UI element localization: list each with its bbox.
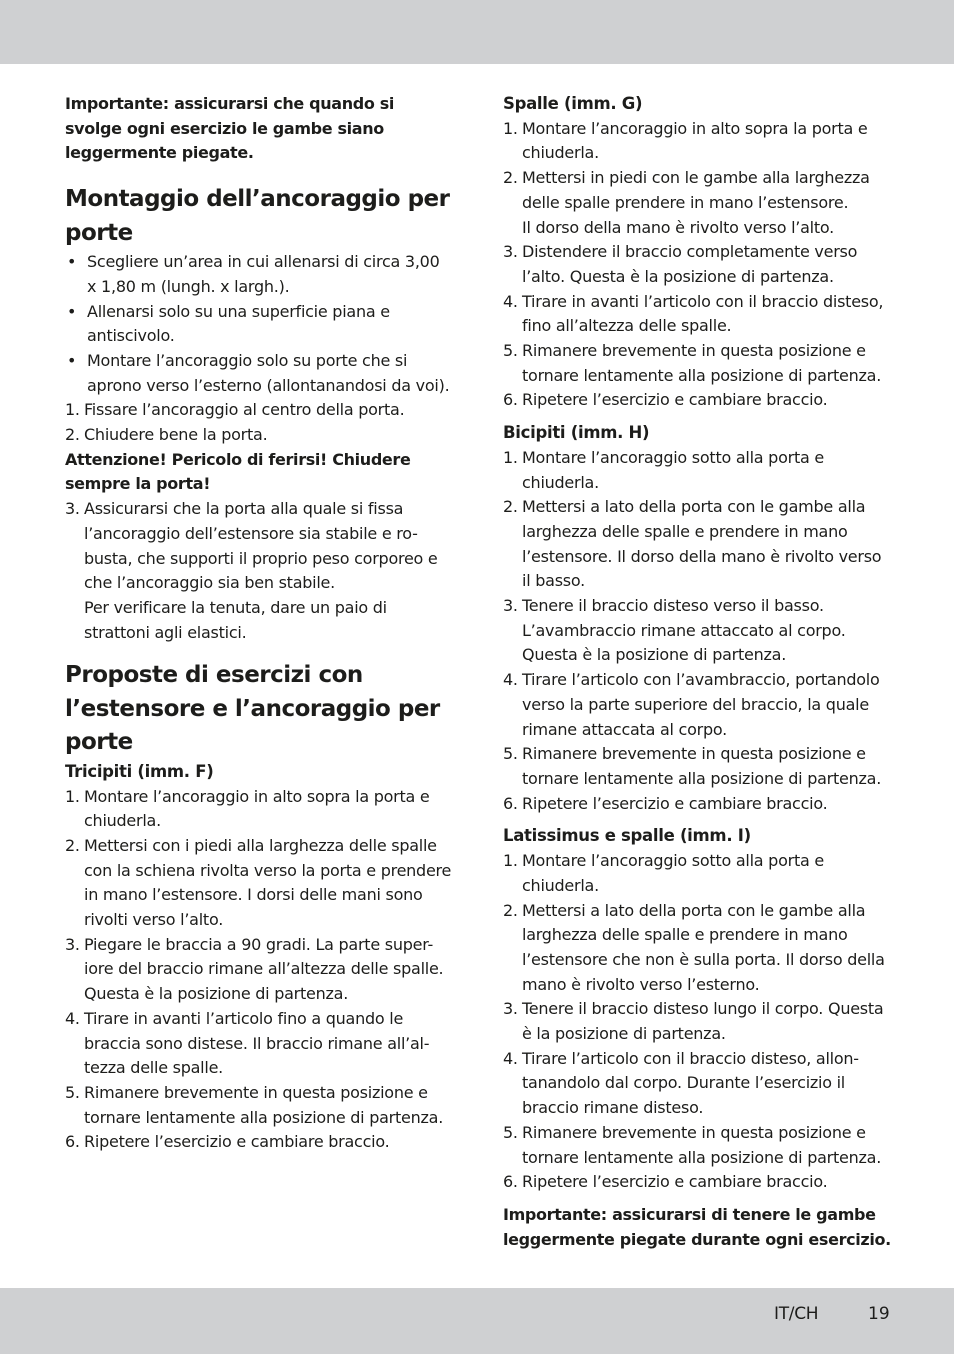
step-number: 3.	[65, 499, 80, 519]
step-number: 1.	[503, 447, 518, 467]
section-title-door-anchor-mounting: Montaggio dell’ancoraggio per porte	[65, 186, 450, 246]
step-number: 1.	[65, 400, 80, 420]
step-text: Tenere il braccio disteso lungo il corpo. Questa è la posizione di partenza.	[522, 999, 884, 1044]
step-number: 3.	[503, 242, 518, 262]
bullet-item: • Scegliere un’area in cui allenarsi di circa 3,00 x 1,80 m (lungh. x largh.).	[65, 250, 453, 299]
step-number: 2.	[65, 425, 80, 445]
triceps-steps	[65, 785, 453, 1156]
step-text: Ripetere l’esercizio e cambiare braccio.	[522, 793, 828, 813]
step-number: 2.	[503, 497, 518, 517]
step-item	[503, 1121, 893, 1170]
step-text: Tirare l’articolo con il braccio disteso, allon-tanandolo dal corpo. Durante l’esercizio il braccio rimane disteso.	[522, 1048, 859, 1118]
step-text: Ripetere l’esercizio e cambiare braccio.	[522, 390, 828, 410]
step-item	[65, 1081, 453, 1130]
step-number: 3.	[65, 934, 80, 954]
step-text: Tenere il braccio disteso verso il basso. L’avambraccio rimane attaccato al corpo. Questa è la posizione di partenza.	[522, 596, 846, 665]
step-text: Mettersi a lato della porta con le gambe alla larghezza delle spalle e prendere in mano l’estensore che non è sulla porta. Il dorso della mano è rivolto verso l’esterno.	[522, 900, 885, 994]
step-number: 1.	[65, 786, 80, 806]
step-item	[503, 742, 893, 791]
step-text: Mettersi a lato della porta con le gambe alla larghezza delle spalle e prendere in mano l’estensore. Il dorso della mano è rivolto verso il basso.	[522, 497, 882, 591]
step-text: Assicurarsi che la porta alla quale si fissa l’ancoraggio dell’estensore sia stabile e ro-busta, che supporti il proprio peso corporeo e che l’ancoraggio sia ben stabile.	[84, 499, 438, 593]
lats-steps	[503, 849, 893, 1195]
exercise-title-triceps: Tricipiti (imm. F)	[65, 761, 214, 781]
biceps-steps	[503, 446, 893, 817]
step-text-continued: Per verificare la tenuta, dare un paio di strattoni agli elastici.	[84, 597, 387, 642]
step-text: Ripetere l’esercizio e cambiare braccio.	[522, 1172, 828, 1192]
step-text: Fissare l’ancoraggio al centro della porta.	[84, 400, 405, 420]
step-text: Rimanere brevemente in questa posizione e tornare lentamente alla posizione di partenza.	[522, 744, 882, 788]
step-text: Distendere il braccio completamente verso l’alto. Questa è la posizione di partenza.	[522, 242, 858, 286]
intro-important-note: Importante: assicurarsi che quando si svolge ogni esercizio le gambe siano leggermente piegate.	[65, 94, 395, 163]
left-column	[65, 92, 453, 1155]
step-number: 6.	[503, 1172, 518, 1192]
step-text: Tirare in avanti l’articolo con il braccio disteso, fino all’altezza delle spalle.	[522, 291, 884, 336]
step-number: 6.	[503, 793, 518, 813]
step-text: Rimanere brevemente in questa posizione e tornare lentamente alla posizione di partenza.	[522, 341, 882, 385]
step-number: 3.	[503, 596, 518, 616]
step-number: 5.	[503, 341, 518, 361]
step-item	[503, 166, 893, 240]
step-number: 1.	[503, 851, 518, 871]
step-text: Piegare le braccia a 90 gradi. La parte super-iore del braccio rimane all’altezza delle spalle. Questa è la posizione di partenza.	[84, 934, 444, 1004]
step-item	[503, 446, 893, 495]
step-text-continued: Il dorso della mano è rivolto verso l’alto.	[522, 217, 834, 237]
step-number: 4.	[503, 1048, 518, 1068]
step-text: Montare l’ancoraggio sotto alla porta e chiuderla.	[522, 447, 824, 492]
step-item	[503, 849, 893, 898]
step-number: 5.	[503, 744, 518, 764]
step-item	[503, 594, 893, 668]
step-text: Rimanere brevemente in questa posizione e tornare lentamente alla posizione di partenza.	[522, 1122, 882, 1167]
bullet-item: • Montare l’ancoraggio solo su porte che si aprono verso l’esterno (allontanandosi da voi).	[65, 349, 453, 398]
step-number: 3.	[503, 999, 518, 1019]
step-item	[503, 495, 893, 594]
step-text: Mettersi con i piedi alla larghezza delle spalle con la schiena rivolta verso la porta e prendere in mano l’estensore. I dorsi delle mani sono rivolti verso l’alto.	[84, 835, 452, 930]
step-text: Mettersi in piedi con le gambe alla larghezza delle spalle prendere in mano l’estensore.	[522, 168, 870, 212]
step-item	[65, 1007, 453, 1081]
footer-language-code: IT/CH	[774, 1304, 819, 1324]
step-item	[503, 1170, 893, 1195]
step-text: Rimanere brevemente in questa posizione e tornare lentamente alla posizione di partenza.	[84, 1083, 444, 1127]
step-item	[503, 997, 893, 1046]
step-text: Montare l’ancoraggio in alto sopra la porta e chiuderla.	[84, 786, 430, 831]
exercise-title-lats-shoulders: Latissimus e spalle (imm. I)	[503, 826, 751, 846]
mounting-steps-a	[65, 398, 453, 447]
step-text: Montare l’ancoraggio sotto alla porta e chiuderla.	[522, 851, 824, 895]
step-item	[65, 834, 453, 933]
step-item	[503, 668, 893, 742]
step-item	[503, 792, 893, 817]
step-number: 2.	[503, 168, 518, 188]
step-number: 5.	[503, 1122, 518, 1142]
step-item	[503, 339, 893, 388]
step-item	[65, 933, 453, 1007]
step-item	[503, 1047, 893, 1121]
mounting-bullet-list	[65, 250, 453, 398]
step-item	[65, 423, 453, 448]
step-number: 2.	[65, 835, 80, 855]
step-number: 6.	[65, 1132, 80, 1152]
exercise-title-biceps: Bicipiti (imm. H)	[503, 423, 650, 443]
step-item	[503, 117, 893, 166]
bullet-item: • Allenarsi solo su una superficie piana e antiscivolo.	[65, 300, 453, 349]
step-text: Tirare l’articolo con l’avambraccio, portandolo verso la parte superiore del braccio, la quale rimane attaccata al corpo.	[522, 670, 880, 739]
final-important-note: Importante: assicurarsi di tenere le gambe leggermente piegate durante ogni esercizio.	[503, 1204, 891, 1249]
step-text: Ripetere l’esercizio e cambiare braccio.	[84, 1132, 390, 1152]
section-title-exercise-proposals: Proposte di esercizi con l’estensore e l’ancoraggio per porte	[65, 662, 440, 756]
step-item	[503, 899, 893, 998]
step-number: 1.	[503, 118, 518, 138]
shoulders-steps	[503, 117, 893, 413]
step-item	[65, 497, 453, 645]
step-number: 4.	[503, 670, 518, 690]
step-item	[65, 398, 453, 423]
step-number: 2.	[503, 900, 518, 920]
step-number: 6.	[503, 390, 518, 410]
step-item	[65, 1130, 453, 1155]
step-text: Montare l’ancoraggio in alto sopra la porta e chiuderla.	[522, 118, 868, 163]
page-number: 19	[868, 1304, 890, 1324]
injury-warning: Attenzione! Pericolo di ferirsi! Chiudere sempre la porta!	[65, 449, 411, 494]
step-item	[503, 290, 893, 339]
step-number: 4.	[503, 291, 518, 311]
step-item	[503, 240, 893, 289]
exercise-title-shoulders: Spalle (imm. G)	[503, 94, 643, 113]
step-item	[65, 785, 453, 834]
mounting-steps-b	[65, 497, 453, 645]
right-column	[503, 92, 893, 1252]
header-bar	[0, 0, 954, 64]
step-number: 5.	[65, 1083, 80, 1102]
step-text: Chiudere bene la porta.	[84, 425, 268, 445]
step-item	[503, 388, 893, 413]
step-text: Tirare in avanti l’articolo fino a quando le braccia sono distese. Il braccio rimane all’al-tezza delle spalle.	[84, 1008, 430, 1078]
step-number: 4.	[65, 1008, 80, 1028]
